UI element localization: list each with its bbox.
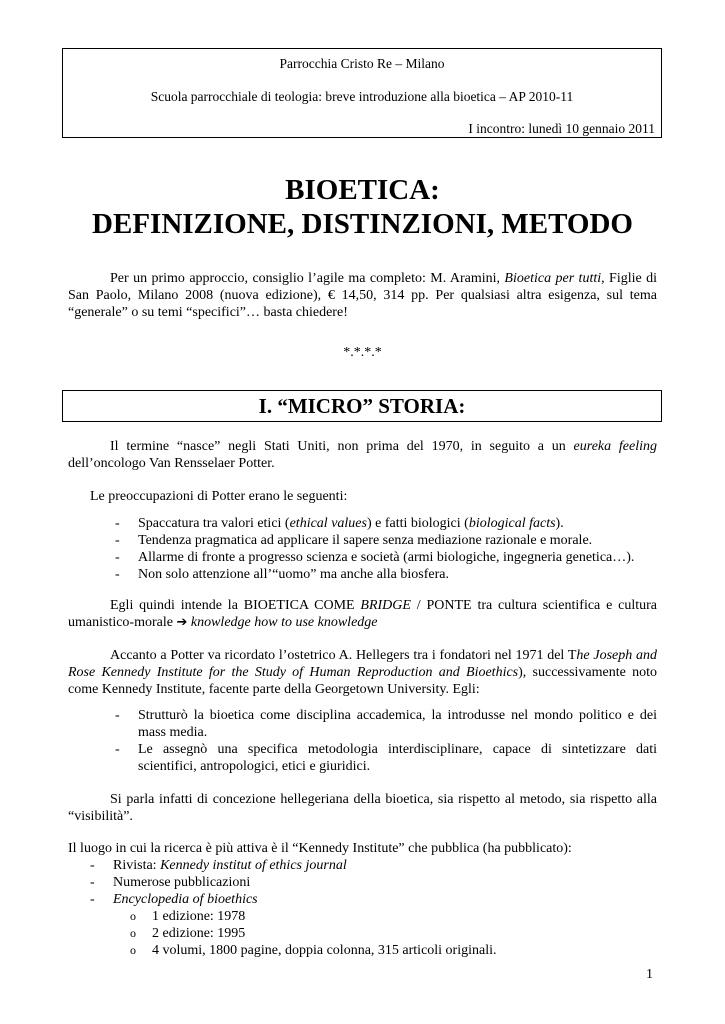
list-item: - Strutturò la bioetica come disciplina accademica, la introdusse nel mondo politico e dei mass media. xyxy=(115,707,657,741)
list-item: - Allarme di fronte a progresso scienza e società (armi biologiche, ingegneria genetica…). xyxy=(115,549,657,566)
list-item: - Numerose pubblicazioni xyxy=(90,874,657,891)
arrow-right-icon: ➔ xyxy=(176,615,188,630)
publications-list xyxy=(68,857,657,959)
paragraph-hellegerian: Si parla infatti di concezione hellegeriana della bioetica, sia rispetto al metodo, sia rispetto alla “visibilità”. xyxy=(68,792,657,824)
sublist-item: o 1 edizione: 1978 xyxy=(130,908,657,925)
list-item: - Tendenza pragmatica ad applicare il sapere senza mediazione razionale e morale. xyxy=(115,532,657,549)
italic-term: he Joseph and Rose Kennedy Institute for the Study of Human Reproduction and Bioethics xyxy=(68,648,657,680)
list-item xyxy=(90,857,657,874)
encyclopedia-sublist xyxy=(68,908,657,959)
document-title xyxy=(0,173,725,241)
intro-text: Per un primo approccio, consiglio l’agile ma completo: M. Aramini, xyxy=(110,271,505,286)
italic-term: biological facts xyxy=(468,516,556,531)
intro-paragraph xyxy=(68,270,657,321)
paragraph-kennedy: Il luogo in cui la ricerca è più attiva è il “Kennedy Institute” che pubblica (ha pubblicato): xyxy=(68,841,572,856)
course-name: Scuola parrocchiale di teologia: breve introduzione alla bioetica – AP 2010-11 xyxy=(150,89,574,104)
section-heading-box xyxy=(62,390,662,422)
text: ), successivamente noto come Kennedy Institute, facente parte della Georgetown University. Egli: xyxy=(68,665,657,697)
section-heading: I. “MICRO” STORIA: xyxy=(258,394,466,418)
list-item xyxy=(115,515,657,532)
text: Rivista: xyxy=(113,858,161,873)
list-item: - Le assegnò una specifica metodologia interdisciplinare, capace di sintetizzare dati scientifici, antropologici, etici e giuridici. xyxy=(115,741,657,775)
italic-term: eureka feeling xyxy=(573,439,657,454)
encyclopedia-title: Encyclopedia of bioethics xyxy=(113,892,258,907)
italic-term: knowledge how to use knowledge xyxy=(190,615,378,630)
italic-term: ethical values xyxy=(289,516,367,531)
concerns-list xyxy=(115,515,657,583)
text: Egli quindi intende la BIOETICA COME xyxy=(110,598,361,613)
header-box xyxy=(62,48,662,138)
book-title: Bioetica per tutti xyxy=(504,271,602,286)
page-number: 1 xyxy=(646,967,653,982)
text: / PONTE tra cultura scientifica e cultura umanistico-morale xyxy=(68,598,658,630)
sublist-item: o 4 volumi, 1800 pagine, doppia colonna, 315 articoli originali. xyxy=(130,942,657,959)
parish-name: Parrocchia Cristo Re – Milano xyxy=(279,56,445,71)
journal-title: Kennedy institut of ethics journal xyxy=(160,858,347,873)
text: Il termine “nasce” negli Stati Uniti, non prima del 1970, in seguito a un xyxy=(110,439,574,454)
title-line-2: DEFINIZIONE, DISTINZIONI, METODO xyxy=(92,208,633,240)
text: Accanto a Potter va ricordato l’ostetrico A. Hellegers tra i fondatori nel 1971 del T xyxy=(110,648,577,663)
hellegers-list xyxy=(115,707,657,775)
list-item: - Non solo attenzione all’“uomo” ma anche alla biosfera. xyxy=(115,566,657,583)
title-line-1: BIOETICA: xyxy=(285,174,440,206)
text: ). xyxy=(555,516,564,531)
publications-dash-list xyxy=(68,857,657,908)
paragraph-concerns: Le preoccupazioni di Potter erano le seguenti: xyxy=(90,489,348,504)
paragraph-bridge xyxy=(68,597,657,631)
intro-text-2: , Figlie di San Paolo, Milano 2008 (nuova edizione), € 14,50, 314 pp. Per qualsiasi altra esigenza, sul tema “generale” o su temi “specifici”… basta chiedere! xyxy=(68,271,658,320)
separator: *.*.*.* xyxy=(343,345,382,360)
italic-term: BRIDGE xyxy=(360,598,411,613)
paragraph-origin xyxy=(68,438,657,472)
sublist-item: o 2 edizione: 1995 xyxy=(130,925,657,942)
text: Spaccatura tra valori etici ( xyxy=(138,516,290,531)
paragraph-hellegers xyxy=(68,647,657,698)
text: ) e fatti biologici ( xyxy=(366,516,469,531)
text: dell’oncologo Van Rensselaer Potter. xyxy=(68,456,275,471)
meeting-date: I incontro: lunedì 10 gennaio 2011 xyxy=(468,121,655,136)
list-item xyxy=(90,891,657,908)
